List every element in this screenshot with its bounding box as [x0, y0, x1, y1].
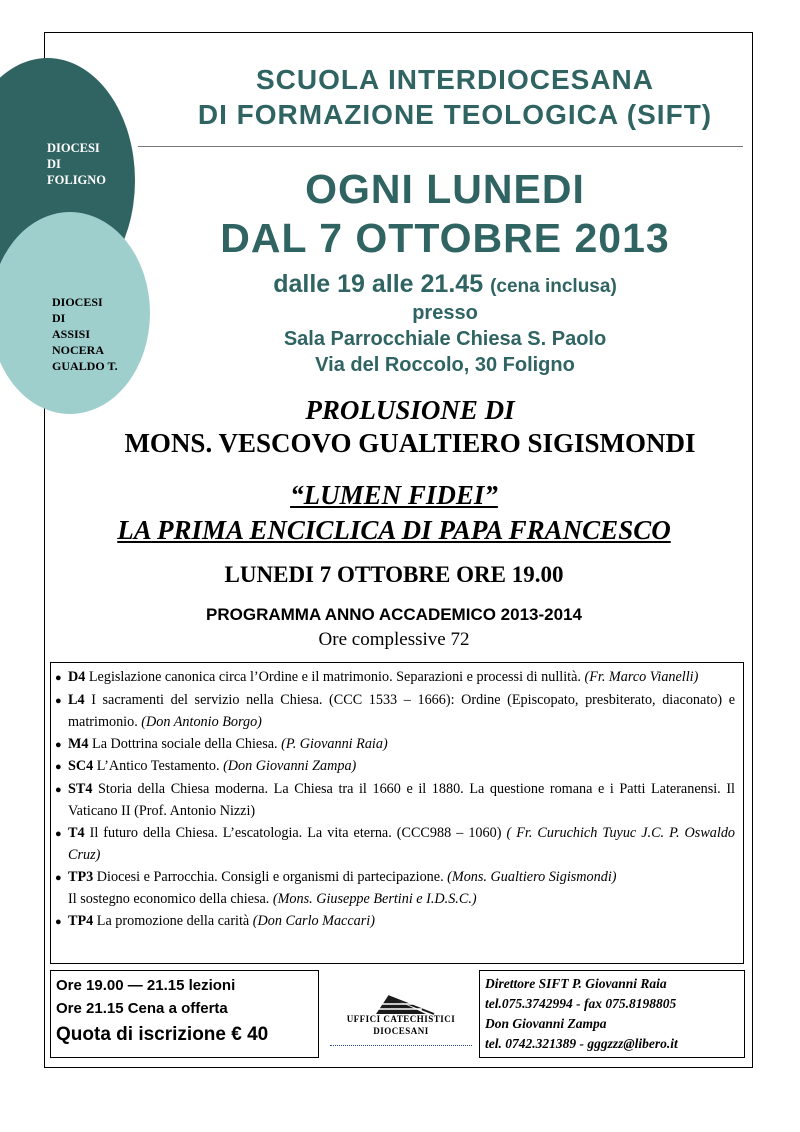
course-item: ● ST4 Storia della Chiesa moderna. La Chiesa tra il 1660 e il 1880. La questione romana e i Patti Lateranensi. Il Vaticano II (Prof. Antonio Nizzi) [55, 780, 735, 819]
school-title: SCUOLA INTERDIOCESANA DI FORMAZIONE TEOLOGICA (SIFT) [197, 64, 713, 130]
bullet-icon: ● [55, 827, 62, 840]
course-item: ● T4 Il futuro della Chiesa. L’escatologia. La vita eterna. (CCC988 – 1060) ( Fr. Curuchich Tuyuc J.C. P. Oswaldo Cruz) [55, 824, 736, 863]
prolusione-topic-title: “LUMEN FIDEI” [290, 480, 498, 510]
course-item: ● TP4 La promozione della carità (Don Carlo Maccari) [55, 911, 735, 934]
bullet-icon: ● [55, 915, 62, 928]
contact-phone-email: tel. 0742.321389 - gggzzz@libero.it [485, 1036, 678, 1051]
enrollment-fee: Quota di iscrizione € 40 [56, 1024, 269, 1045]
prolusione-speaker: MONS. VESCOVO GUALTIERO SIGISMONDI [124, 428, 696, 458]
prolusione-date: LUNEDI 7 OTTOBRE ORE 19.00 [224, 562, 564, 587]
event-venue: Sala Parrocchiale Chiesa S. Paolo [283, 328, 607, 350]
course-item: ● SC4 L’Antico Testamento. (Don Giovanni Zampa) [55, 756, 735, 779]
contact-phone-fax: tel.075.3742994 - fax 075.8198805 [485, 996, 677, 1011]
event-line2: DAL 7 OTTOBRE 2013 [220, 215, 670, 261]
logo-divider [330, 1045, 472, 1046]
event-address: Via del Roccolo, 30 Foligno [315, 354, 575, 376]
contact-name: Don Giovanni Zampa [485, 1016, 607, 1031]
event-line1: OGNI LUNEDI [305, 166, 585, 212]
event-time: dalle 19 alle 21.45 (cena inclusa) [273, 270, 617, 298]
diocese-foligno-label: DIOCESI DI FOLIGNO [47, 141, 107, 187]
diocese-assisi-label: DIOCESI DI ASSISI NOCERA GUALDO T. [52, 295, 118, 373]
logo-caption: UFFICI CATECHISTICI DIOCESANI [346, 1014, 456, 1036]
bullet-icon: ● [55, 871, 62, 884]
program-hours: Ore complessive 72 [318, 629, 470, 650]
bullet-icon: ● [55, 694, 62, 707]
bullet-icon: ● [55, 672, 62, 684]
prolusione-heading: PROLUSIONE DI [305, 395, 515, 425]
course-item: ● M4 La Dottrina sociale della Chiesa. (P. Giovanni Raia) [55, 734, 735, 757]
title-divider [138, 146, 743, 147]
course-item: ● TP3 Diocesi e Parrocchia. Consigli e organismi di partecipazione. (Mons. Gualtiero Sigismondi) Il sostegno economico della chiesa. (Mons. Giuseppe Bertini e I.D.S.C.) [55, 868, 617, 907]
bullet-icon: ● [55, 783, 62, 796]
course-list [50, 662, 744, 964]
event-presso: presso [412, 302, 478, 324]
schedule-dinner: Ore 21.15 Cena a offerta [56, 1000, 228, 1017]
prolusione-topic-subtitle: LA PRIMA ENCICLICA DI PAPA FRANCESCO [117, 515, 671, 545]
bullet-icon: ● [55, 738, 62, 751]
contact-box [479, 970, 745, 1058]
contact-director: Direttore SIFT P. Giovanni Raia [485, 976, 667, 991]
program-title: PROGRAMMA ANNO ACCADEMICO 2013-2014 [206, 605, 582, 624]
schedule-box [50, 970, 319, 1058]
course-item: ● D4 Legislazione canonica circa l’Ordine e il matrimonio. Separazioni e processi di nullità. (Fr. Marco Vianelli) [55, 667, 735, 690]
schedule-lessons: Ore 19.00 — 21.15 lezioni [56, 977, 236, 994]
course-item: ● L4 I sacramenti del servizio nella Chiesa. (CCC 1533 – 1666): Ordine (Episcopato, presbiterato, diaconato) e matrimonio. (Don Antonio Borgo) [55, 691, 736, 730]
bullet-icon: ● [55, 761, 62, 773]
